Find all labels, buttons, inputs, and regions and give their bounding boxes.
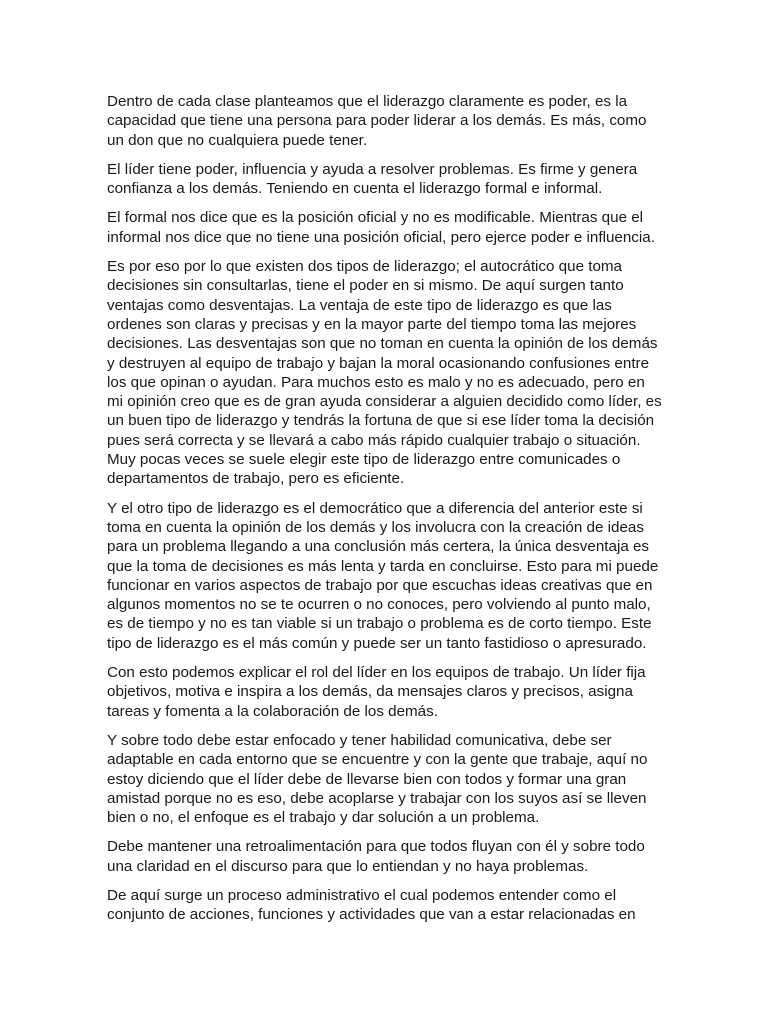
document-body (107, 92, 663, 925)
paragraph-8: Debe mantener una retroalimentación para que todos fluyan con él y sobre todo una claridad en el discurso para que lo entiendan y no haya problemas. (107, 838, 645, 875)
paragraph-2: El líder tiene poder, influencia y ayuda a resolver problemas. Es firme y genera confianza a los demás. Teniendo en cuenta el liderazgo formal e informal. (107, 160, 638, 198)
paragraph-1: Dentro de cada clase planteamos que el liderazgo claramente es poder, es la capacidad que tiene una persona para poder liderar a los demás. Es más, como un don que no cualquiera puede tener. (107, 93, 647, 149)
paragraph-3: El formal nos dice que es la posición oficial y no es modificable. Mientras que el informal nos dice que no tiene una posición oficial, pero ejerce poder e influencia. (107, 209, 655, 246)
paragraph-7: Y sobre todo debe estar enfocado y tener habilidad comunicativa, debe ser adaptable en cada entorno que se encuentre y con la gente que trabaje, aquí no estoy diciendo que el líder debe de llevarse bien con todos y formar una gran amistad porque no es eso, debe acoplarse y trabajar con los suyos así se lleven bien o no, el enfoque es el trabajo y dar solución a un problema. (107, 731, 648, 827)
paragraph-9: De aquí surge un proceso administrativo el cual podemos entender como el conjunto de acciones, funciones y actividades que van a estar relacionadas en (107, 886, 636, 924)
paragraph-5: Y el otro tipo de liderazgo es el democrático que a diferencia del anterior este si toma en cuenta la opinión de los demás y los involucra con la creación de ideas para un problema llegando a una conclusión más certera, la única desventaja es que la toma de decisiones es más lenta y tarda en concluirse. Esto para mi puede funcionar en varios aspectos de trabajo por que escuchas ideas creativas que en algunos momentos no se te ocurren o no conoces, pero volviendo al punto malo, es de tiempo y no es tan viable si un trabajo o problema es de corto tiempo. Este tipo de liderazgo es el más común y puede ser un tanto fastidioso o apresurado. (107, 499, 659, 652)
paragraph-4: Es por eso por lo que existen dos tipos de liderazgo; el autocrático que toma decisiones sin consultarlas, tiene el poder en si mismo. De aquí surgen tanto ventajas como desventajas. La ventaja de este tipo de liderazgo es que las ordenes son claras y precisas y en la mayor parte del tiempo toma las mejores decisiones. Las desventajas son que no toman en cuenta la opinión de los demás y destruyen al equipo de trabajo y bajan la moral ocasionando confusiones entre los que opinan o ayudan. Para muchos esto es malo y no es adecuado, pero en mi opinión creo que es de gran ayuda considerar a alguien decidido como líder, es un buen tipo de liderazgo y tendrás la fortuna de que si ese líder toma la decisión pues será correcta y se llevará a cabo más rápido cualquier trabajo o situación. Muy pocas veces se suele elegir este tipo de liderazgo entre comunicades o departamentos de trabajo, pero es eficiente. (107, 258, 662, 488)
paragraph-6: Con esto podemos explicar el rol del líder en los equipos de trabajo. Un líder fija objetivos, motiva e inspira a los demás, da mensajes claros y precisos, asigna tareas y fomenta a la colaboración de los demás. (107, 664, 646, 720)
